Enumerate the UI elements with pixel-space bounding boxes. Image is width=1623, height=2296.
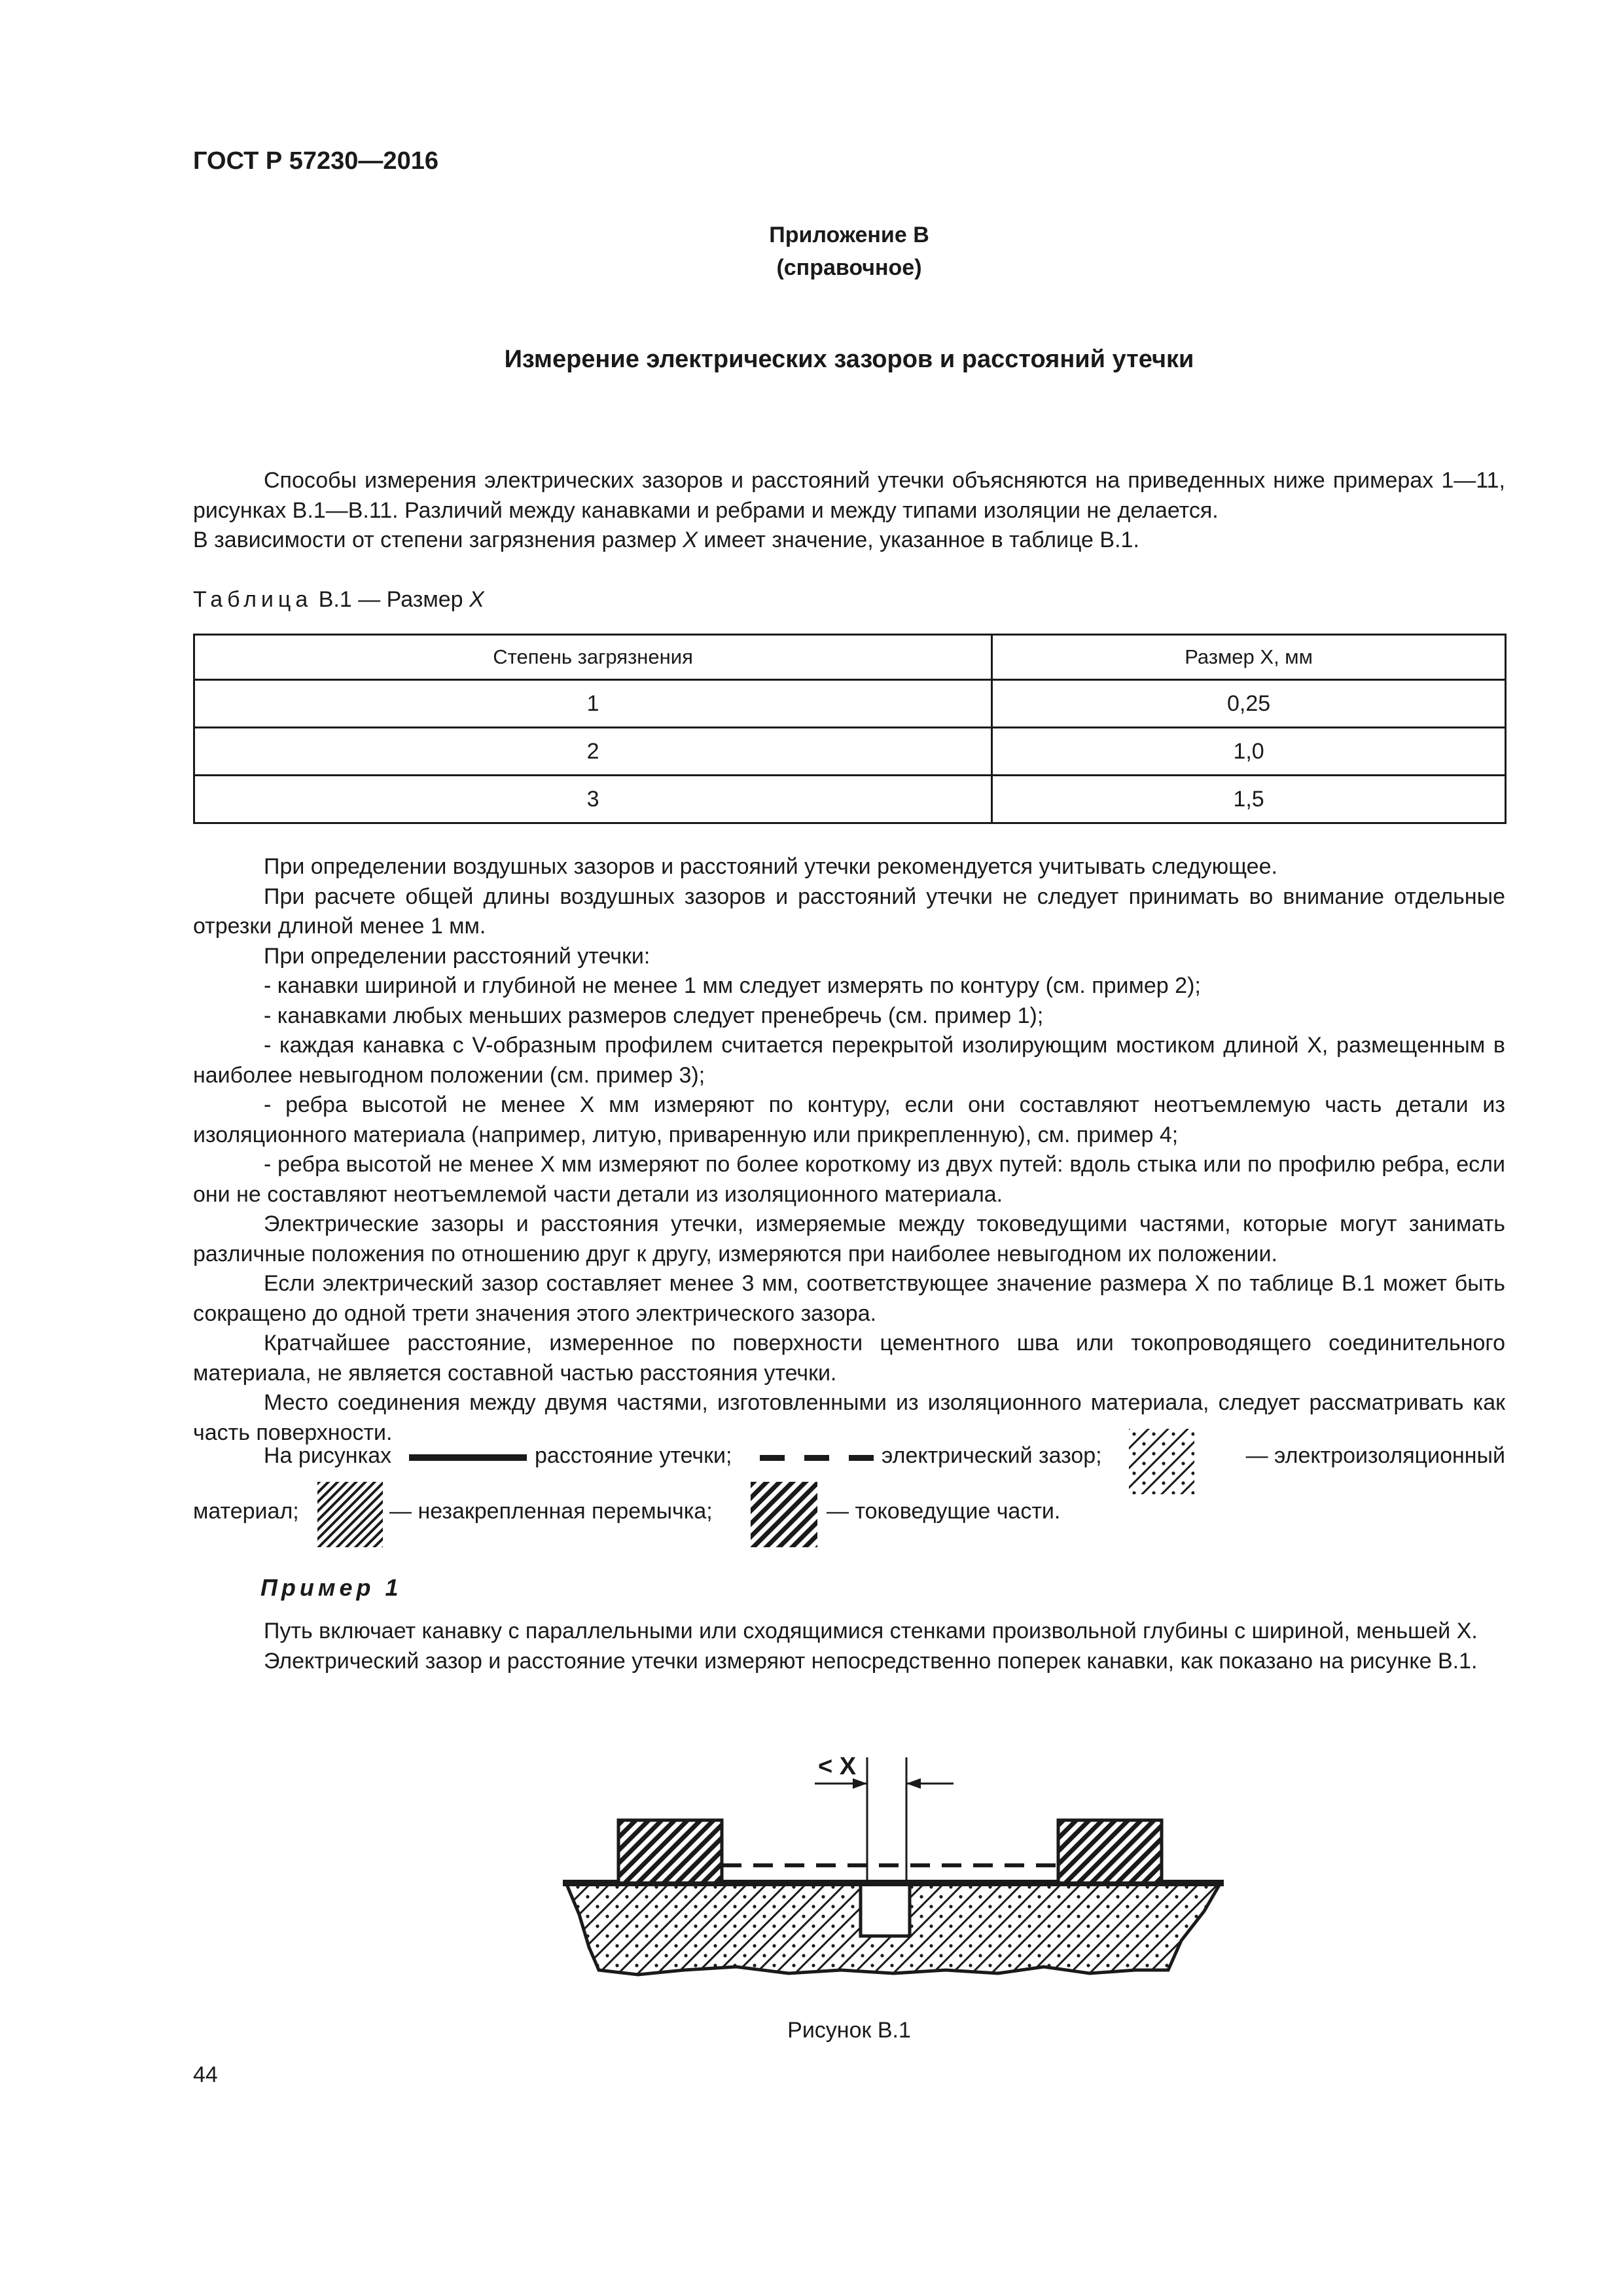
clearance-dash-icon: [760, 1451, 874, 1464]
variable-x: X: [469, 587, 484, 612]
intro-paragraph: Способы измерения электрических зазоров и расстояний утечки объясняются на приведенных ниже примерах 1—11, рисунках В.1—В.11. Различий между канавками и ребрами и между типами изоляции не делается.: [193, 468, 1505, 523]
groove: [861, 1883, 910, 1936]
table-caption-text: В.1 — Размер: [312, 587, 469, 612]
rule-item: - канавки шириной и глубиной не менее 1 мм следует измерять по контуру (см. пример 2);: [264, 973, 1201, 998]
table-header-row: [194, 635, 1506, 680]
insulation-hatch-icon: [1129, 1429, 1194, 1494]
table-cell: 2: [194, 728, 992, 776]
arrow-head: [906, 1778, 921, 1789]
legend-material: материал;: [193, 1499, 299, 1524]
annex-title: Приложение В: [769, 223, 929, 247]
table-cell: 1,5: [992, 776, 1506, 823]
rule-item: - ребра высотой не менее X мм измеряют по более короткому из двух путей: вдоль стыка или по профилю ребра, если они не составляют неотъемлемой части детали из изоляционного материала.: [193, 1152, 1505, 1207]
table-cell: 1: [194, 680, 992, 728]
table-row: [194, 728, 1506, 776]
example-text: [193, 1617, 1505, 1676]
table-row: [194, 776, 1506, 823]
rule-paragraph: Кратчайшее расстояние, измеренное по поверхности цементного шва или токопроводящего соединительного материала, не является составной частью расстояния утечки.: [193, 1331, 1505, 1386]
floating-bridge-hatch-icon: [317, 1482, 383, 1547]
rule-paragraph: Электрические зазоры и расстояния утечки, измеряемые между токоведущими частями, которые могут занимать различные положения по отношению друг к другу, измеряются при наиболее невыгодном их положении.: [193, 1211, 1505, 1266]
intro-text-part: имеет значение, указанное в таблице В.1.: [697, 528, 1139, 552]
intro-paragraph: [193, 526, 1505, 556]
example-paragraph: Путь включает канавку с параллельными или сходящимися стенками произвольной глубины с шириной, меньшей X.: [264, 1619, 1478, 1643]
creepage-line-icon: [409, 1451, 527, 1464]
section-heading: Измерение электрических зазоров и расстояний утечки: [504, 346, 1194, 373]
rule-paragraph: При расчете общей длины воздушных зазоров и расстояний утечки не следует принимать во внимание отдельные отрезки длиной менее 1 мм.: [193, 884, 1505, 939]
example-title: Пример 1: [260, 1574, 402, 1601]
table-cell: 3: [194, 776, 992, 823]
legend-clearance: электрический зазор;: [882, 1443, 1102, 1468]
table-header-cell: Степень загрязнения: [194, 635, 992, 680]
figure-b1: [553, 1744, 1227, 1993]
rule-item: - ребра высотой не менее X мм измеряют по контуру, если они составляют неотъемлемую часть детали из изоляционного материала (например, литую, приваренную или прикрепленную), см. пример 4;: [193, 1092, 1505, 1147]
pollution-table: [193, 634, 1507, 824]
table-cell: 1,0: [992, 728, 1506, 776]
rules-text: [193, 852, 1505, 1448]
intro-text: [193, 466, 1505, 556]
legend-floating: — незакрепленная перемычка;: [389, 1499, 713, 1524]
live-parts-hatch-icon: [751, 1482, 817, 1547]
rule-paragraph: При определении расстояний утечки:: [264, 943, 651, 969]
rule-item: - каждая канавка с V-образным профилем считается перекрытой изолирующим мостиком длиной X, размещенным в наиболее невыгодном положении (см. пример 3);: [193, 1033, 1505, 1088]
table-caption-label: Таблица: [193, 587, 313, 612]
rule-paragraph: При определении воздушных зазоров и расстояний утечки рекомендуется учитывать следующее.: [264, 854, 1277, 879]
legend-live: — токоведущие части.: [827, 1499, 1061, 1524]
variable-x: X: [683, 528, 698, 552]
table-caption: [193, 587, 484, 613]
standard-number: ГОСТ Р 57230—2016: [193, 147, 438, 175]
legend-row-1: [193, 1443, 1505, 1502]
legend-insulation: — электроизоляционный: [1245, 1443, 1505, 1468]
table-header-cell: Размер X, мм: [992, 635, 1506, 680]
figure-caption: Рисунок В.1: [787, 2018, 911, 2043]
table-row: [194, 680, 1506, 728]
table-cell: 0,25: [992, 680, 1506, 728]
dimension-label: < X: [818, 1753, 857, 1780]
rule-paragraph: Место соединения между двумя частями, изготовленными из изоляционного материала, следует рассматривать как часть поверхности.: [193, 1390, 1505, 1445]
intro-text-part: В зависимости от степени загрязнения размер: [193, 528, 683, 552]
example-paragraph: Электрический зазор и расстояние утечки измеряют непосредственно поперек канавки, как показано на рисунке В.1.: [264, 1648, 1478, 1674]
annex-subtitle: (справочное): [776, 255, 922, 280]
rule-paragraph: Если электрический зазор составляет менее 3 мм, соответствующее значение размера X по таблице В.1 может быть сокращено до одной трети значения этого электрического зазора.: [193, 1271, 1505, 1326]
page-number: 44: [193, 2062, 218, 2087]
live-part-right: [1058, 1820, 1162, 1883]
rule-item: - канавками любых меньших размеров следует пренебречь (см. пример 1);: [264, 1003, 1044, 1028]
legend-label: На рисунках: [264, 1443, 392, 1468]
live-part-left: [618, 1820, 722, 1883]
legend-row-2: [193, 1499, 1505, 1558]
legend-creepage: расстояние утечки;: [535, 1443, 732, 1468]
